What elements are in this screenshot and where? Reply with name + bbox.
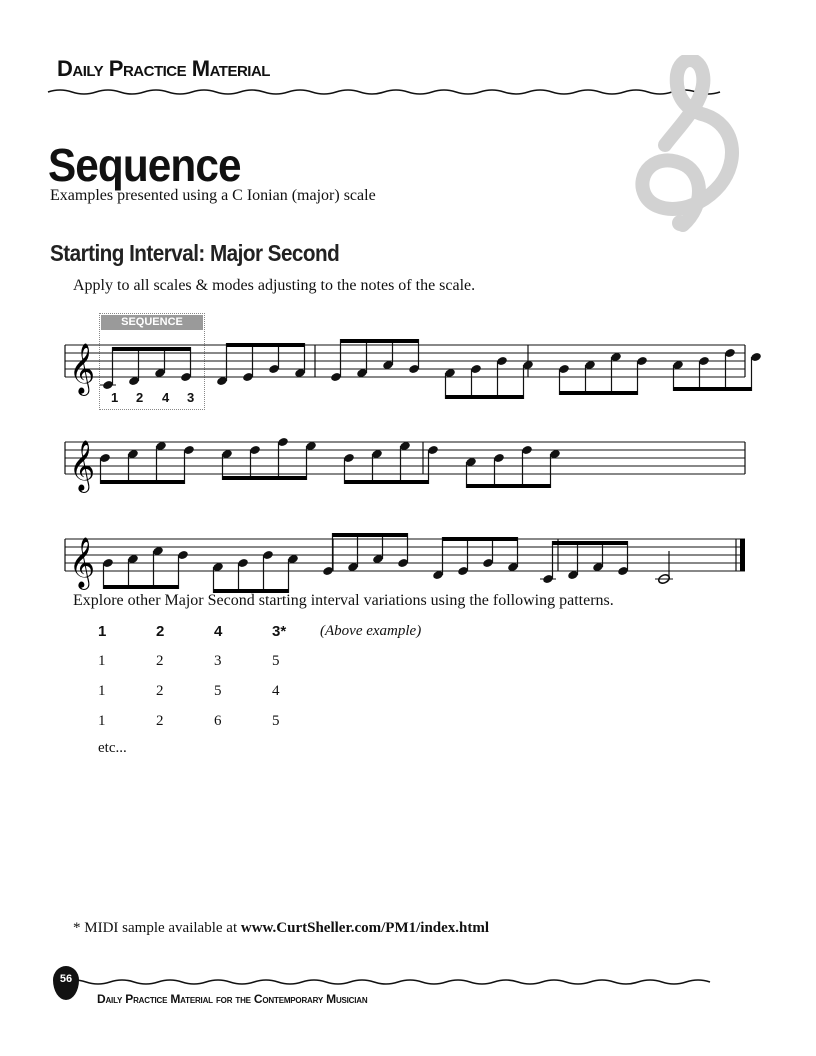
pattern-cell: 6: [214, 712, 222, 729]
treble-clef-icon: 𝄞: [69, 537, 96, 588]
pattern-table: [88, 616, 421, 736]
page-number: 56: [53, 966, 79, 1000]
midi-note: [73, 920, 489, 937]
note-beam: [446, 395, 524, 399]
note-beam: [101, 480, 185, 484]
pattern-cell: 3: [214, 652, 222, 669]
pattern-cell: 5: [272, 652, 280, 669]
pattern-cell: 1: [98, 712, 106, 729]
pattern-cell: 1: [98, 652, 106, 669]
final-bar-thick: [740, 539, 745, 571]
pattern-cell: 1: [98, 622, 107, 640]
note-beam: [674, 387, 752, 391]
note-beam: [467, 484, 551, 488]
sequence-label: SEQUENCE: [101, 315, 203, 330]
note-beam: [560, 391, 638, 395]
fingering-4: 3: [187, 390, 195, 405]
note-beam: [227, 343, 305, 347]
section-heading: Starting Interval: Major Second: [50, 240, 340, 266]
pattern-cell: 2: [156, 652, 164, 669]
pattern-cell: 4: [214, 622, 223, 640]
pattern-row: [88, 676, 421, 706]
pattern-row: [88, 616, 421, 646]
header-title: Daily Practice Material: [57, 56, 270, 81]
note-beam: [345, 480, 429, 484]
pattern-cell: 2: [156, 682, 164, 699]
fingering-3: 4: [162, 390, 170, 405]
treble-clef-icon: 𝄞: [69, 440, 96, 491]
midi-prefix: * MIDI sample available at: [73, 920, 241, 936]
note-beam: [223, 476, 307, 480]
pattern-note: [320, 706, 421, 736]
page-title: Sequence: [48, 139, 241, 191]
note-beam: [113, 347, 191, 351]
pattern-cell: 2: [156, 712, 164, 729]
note-beam: [553, 541, 628, 545]
pattern-cell: 3*: [272, 622, 287, 640]
intro-text: Apply to all scales & modes adjusting to the notes of the scale.: [73, 277, 476, 294]
pattern-cell: 5: [214, 682, 222, 699]
pattern-note: (Above example): [320, 622, 422, 639]
fingering-2: 2: [136, 390, 144, 405]
pattern-note: [320, 646, 421, 676]
page-subtitle: Examples presented using a C Ionian (major) scale: [50, 187, 376, 204]
treble-clef-icon: 𝄞: [69, 343, 96, 394]
pattern-cell: 4: [272, 682, 280, 699]
note-beam: [104, 585, 179, 589]
note-beam: [333, 533, 408, 537]
midi-link[interactable]: www.CurtSheller.com/PM1/index.html: [240, 920, 490, 936]
pattern-row: [88, 646, 421, 676]
pattern-cell: 2: [156, 622, 165, 640]
fingering-1: 1: [111, 390, 119, 405]
pattern-note: [320, 676, 421, 706]
pattern-row: [88, 706, 421, 736]
explore-text: Explore other Major Second starting interval variations using the following patterns.: [73, 592, 614, 609]
etc-text: etc...: [98, 740, 127, 756]
note-beam: [443, 537, 518, 541]
pattern-cell: 5: [272, 712, 280, 729]
pattern-cell: 1: [98, 682, 106, 699]
footer-title: Daily Practice Material for the Contemporary Musician: [97, 992, 368, 1006]
note-beam: [341, 339, 419, 343]
